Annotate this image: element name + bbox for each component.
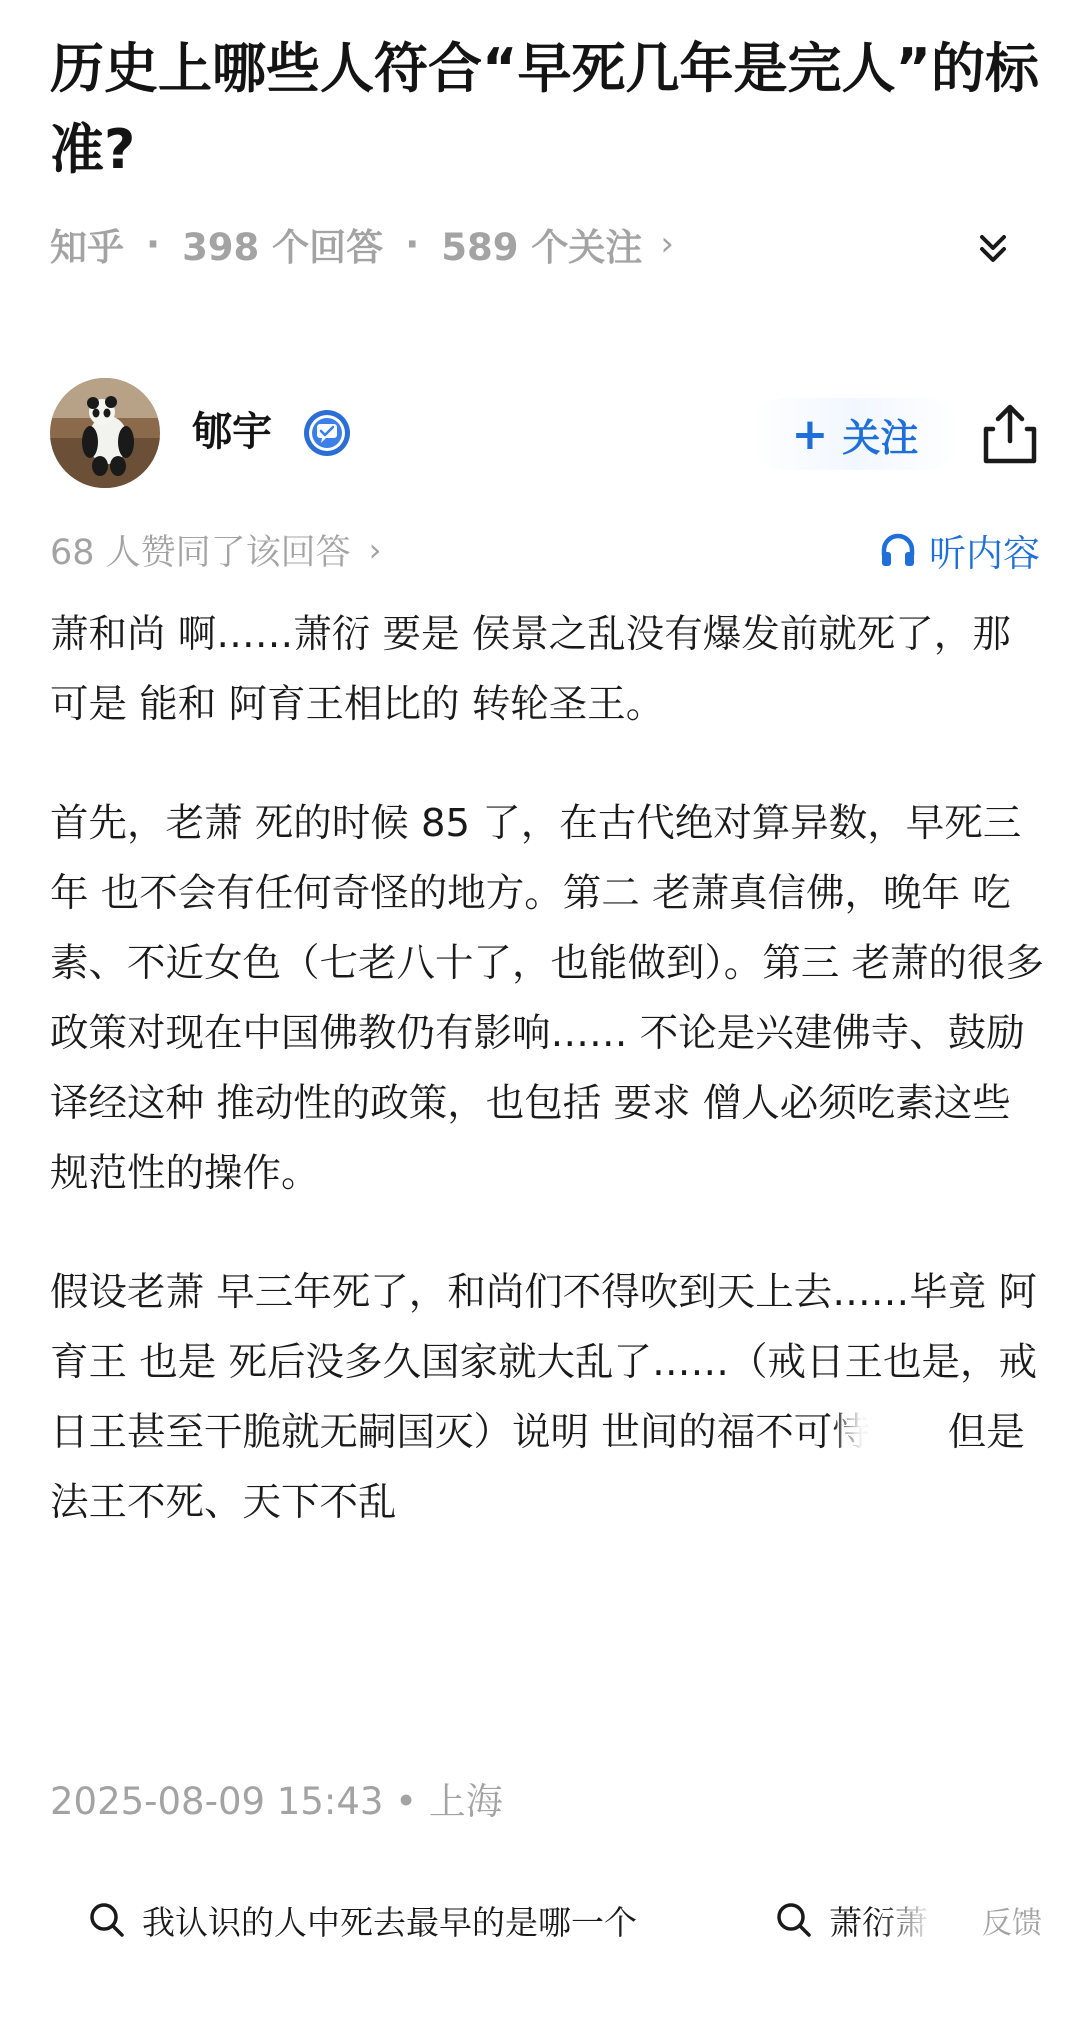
author-row [50, 378, 1040, 488]
related-search-item[interactable] [88, 1880, 637, 1960]
answer-paragraph [50, 1258, 1045, 1538]
search-icon [775, 1901, 813, 1939]
follow-button[interactable] [750, 398, 960, 470]
answer-text: 假设老萧 早三年死了，和尚们不得吹到天上去……毕竟 阿育王 也是 死后没多久国家就大乱了……（戒日王也是，戒日王甚至干脆就无嗣国灭）说明 世间的福不可 [50, 1270, 1037, 1455]
search-icon [88, 1901, 126, 1939]
source-label: 知乎 [50, 226, 124, 269]
answer-timestamp: 2025-08-09 15:43 • 上海 [50, 1780, 503, 1823]
answer-text: 但是 法王不死、天下不乱 [50, 1410, 1025, 1525]
double-chevron-down-icon [973, 229, 1013, 269]
answers-count: 398 个回答 [182, 226, 384, 269]
collapse-button[interactable] [945, 204, 1040, 294]
panda-avatar-image [50, 378, 160, 488]
likes-row [50, 522, 1040, 578]
author-name[interactable]: 郇宇 [192, 409, 272, 455]
feedback-button[interactable]: 反馈 [982, 1906, 1042, 1941]
answer-content [50, 600, 1045, 1587]
chevron-right-icon: › [368, 531, 382, 569]
followers-count: 589 个关注 [441, 226, 643, 269]
faded-text: 恃 [832, 1410, 948, 1455]
listen-label: 听内容 [929, 532, 1040, 575]
separator-dot: · [405, 222, 420, 266]
question-title: 历史上哪些人符合“早死几年是完人”的标准? [50, 37, 1039, 181]
share-button[interactable] [975, 396, 1045, 472]
answer-paragraph: 首先，老萧 死的时候 85 了，在古代绝对算异数，早死三年 也不会有任何奇怪的地方。第二 老萧真信佛，晚年 吃素、不近女色（七老八十了，也能做到）。第三 老萧的很多政策对现在中国佛教仍有影响…… 不论是兴建佛寺、鼓励译经这种 推动性的政策，也包括 要求 僧人必须吃素这些 规范性的操作。 [50, 801, 1044, 1196]
listen-button[interactable] [879, 522, 1040, 578]
separator-dot: · [146, 222, 161, 266]
headphones-icon [879, 531, 917, 569]
plus-icon: + [791, 408, 829, 460]
related-search-label: 萧衍萧 [829, 1897, 928, 1944]
share-icon [981, 403, 1039, 465]
question-meta[interactable] [50, 214, 1040, 274]
likes-count[interactable]: 68 人赞同了该回答 [50, 533, 351, 573]
related-searches [0, 1880, 1080, 1960]
avatar[interactable] [50, 378, 160, 488]
chevron-right-icon: › [660, 224, 674, 264]
related-search-label: 我认识的人中死去最早的是哪一个 [142, 1902, 637, 1942]
related-search-item[interactable] [775, 1880, 928, 1960]
verified-badge-icon [302, 408, 352, 458]
answer-paragraph: 萧和尚 啊……萧衍 要是 侯景之乱没有爆发前就死了，那可是 能和 阿育王相比的 转轮圣王。 [50, 612, 1011, 727]
follow-label: 关注 [842, 415, 919, 460]
